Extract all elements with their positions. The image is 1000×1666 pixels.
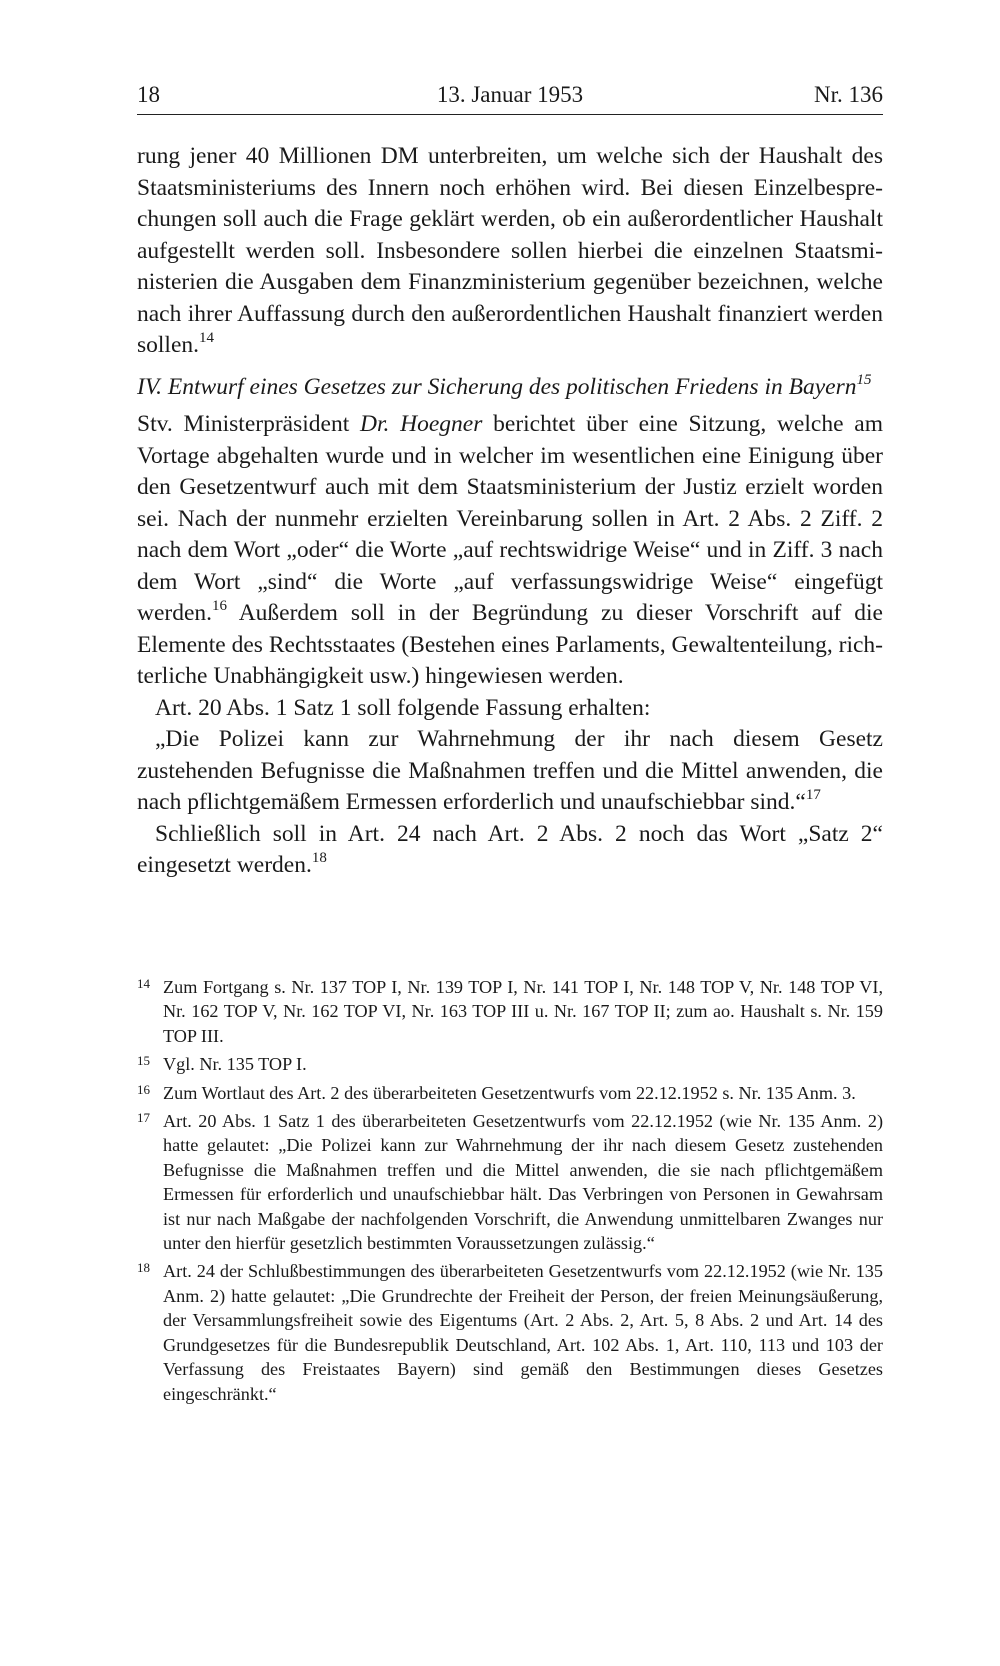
document-number: Nr. 136	[814, 82, 883, 107]
paragraph-5-text: Schließlich soll in Art. 24 nach Art. 2 Abs. 2 noch das Wort „Satz 2“ eingesetzt werden.	[137, 820, 883, 878]
page-number: 18	[137, 82, 160, 107]
footnote-ref-18[interactable]: 18	[311, 850, 327, 867]
paragraph-5	[137, 819, 883, 882]
footnote-text: Art. 20 Abs. 1 Satz 1 des überarbeiteten Gesetzentwurfs vom 22.12.1952 (wie Nr. 135 Anm. 2) hatte gelautet: „Die Polizei kann zur Wahrnehmung der ihr nach diesem Gesetz zustehenden Befugnisse die Maßnahmen treffen und die Mittel anwenden, die sie nach pflichtgemäßem Ermessen für erforderlich und unaufschiebbar hält. Das Verbringen von Personen in Gewahrsam ist nur nach Maßgabe der nachfolgenden Vorschrift, die Anwendung unmittelbaren Zwanges nur unter den hierfür gesetzlich bestimmten Voraussetzungen zulässig.“	[163, 1111, 883, 1254]
paragraph-1-text: rung jener 40 Millionen DM unterbreiten, um welche sich der Haushalt des Staatsministeriums des Innern noch erhöhen wird. Bei diesen Einzelbesprechungen soll auch die Frage geklärt werden, ob ein außerordentlicher Haushalt aufgestellt werden soll. Insbesondere sollen hierbei die einzelnen Staatsministerien die Ausgaben dem Finanzministerium gegenüber bezeichnen, welche nach ihrer Auffassung durch den außerordentlichen Haushalt finanziert werden sollen.	[137, 143, 883, 358]
footnote-text: Zum Fortgang s. Nr. 137 TOP I, Nr. 139 TOP I, Nr. 141 TOP I, Nr. 148 TOP V, Nr. 148 TOP VI, Nr. 162 TOP V, Nr. 162 TOP VI, Nr. 163 TOP III u. Nr. 167 TOP II; zum ao. Haushalt s. Nr. 159 TOP III.	[163, 977, 883, 1046]
running-header	[137, 82, 883, 115]
footnote-number: 16	[137, 1081, 150, 1097]
footnote-ref-14[interactable]: 14	[199, 330, 215, 347]
footnote-number: 17	[137, 1110, 150, 1126]
footnote-number: 15	[137, 1053, 150, 1069]
footnote-ref-15[interactable]: 15	[856, 371, 872, 388]
paragraph-2	[137, 409, 883, 693]
footnote-ref-17[interactable]: 17	[805, 787, 821, 804]
footnotes	[137, 975, 883, 1410]
footnote-number: 18	[137, 1260, 150, 1276]
footnote-text: Zum Wortlaut des Art. 2 des überarbeiteten Gesetzentwurfs vom 22.12.1952 s. Nr. 135 Anm. 3.	[163, 1082, 856, 1103]
footnote-18	[137, 1259, 883, 1405]
header-date: 13. Januar 1953	[436, 82, 584, 107]
person-name: Dr. Hoegner	[360, 411, 483, 437]
paragraph-4-text: „Die Polizei kann zur Wahrnehmung der ihr nach diesem Gesetz zustehenden Befugnisse die Maßnahmen treffen und die Mittel anwenden, die nach pflichtgemäßem Ermessen erforderlich und unaufschiebbar sind.“	[137, 726, 883, 815]
section-heading-text: IV. Entwurf eines Gesetzes zur Sicherung des politischen Friedens in Bayern	[137, 373, 857, 400]
paragraph-2-text-a: Stv. Ministerpräsident	[137, 411, 360, 437]
section-heading	[137, 372, 883, 404]
body-text	[137, 141, 883, 882]
footnote-number: 14	[137, 976, 150, 991]
footnote-14	[137, 975, 883, 1048]
footnote-16	[137, 1081, 883, 1105]
footnote-17	[137, 1109, 883, 1255]
footnote-text: Art. 24 der Schlußbestimmungen des überarbeiteten Gesetzentwurfs vom 22.12.1952 (wie Nr. 135 Anm. 2) hatte gelautet: „Die Grundrechte der Freiheit der Person, der freien Meinungsäußerung, der Versammlungsfreiheit sowie des Eigentums (Art. 2 Abs. 2, Art. 5, 8 Abs. 2 und Art. 14 des Grundgesetzes für die Bundesrepublik Deutschland, Art. 102 Abs. 1, Art. 110, 113 und 103 der Verfassung des Freistaates Bayern) sind gemäß den Bestimmungen dieses Gesetzes eingeschränkt.“	[163, 1261, 883, 1404]
footnote-ref-16[interactable]: 16	[212, 598, 228, 615]
footnote-text: Vgl. Nr. 135 TOP I.	[163, 1054, 307, 1075]
paragraph-3: Art. 20 Abs. 1 Satz 1 soll folgende Fassung erhalten:	[155, 694, 651, 721]
footnote-15	[137, 1052, 883, 1076]
paragraph-2-text-b: berichtet über eine Sitzung, welche am Vortage abgehalten wurde und in welcher im wesentlichen eine Einigung über den Gesetzentwurf auch mit dem Staatsministerium der Justiz erzielt worden sei. Nach der nunmehr erzielten Vereinbarung sollen in Art. 2 Abs. 2 Ziff. 2 nach dem Wort „oder“ die Worte „auf rechtswidrige Weise“ und in Ziff. 3 nach dem Wort „sind“ die Worte „auf verfassungswidrige Weise“ eingefügt werden.	[137, 411, 883, 626]
paragraph-4-quote	[137, 724, 883, 819]
paragraph-2-text-c: Außerdem soll in der Begründung zu dieser Vorschrift auf die Elemente des Rechtsstaates (Bestehen eines Parlaments, Gewaltenteilung, richterliche Unabhängigkeit usw.) hingewiesen werden.	[137, 600, 883, 689]
paragraph-1	[137, 141, 883, 362]
